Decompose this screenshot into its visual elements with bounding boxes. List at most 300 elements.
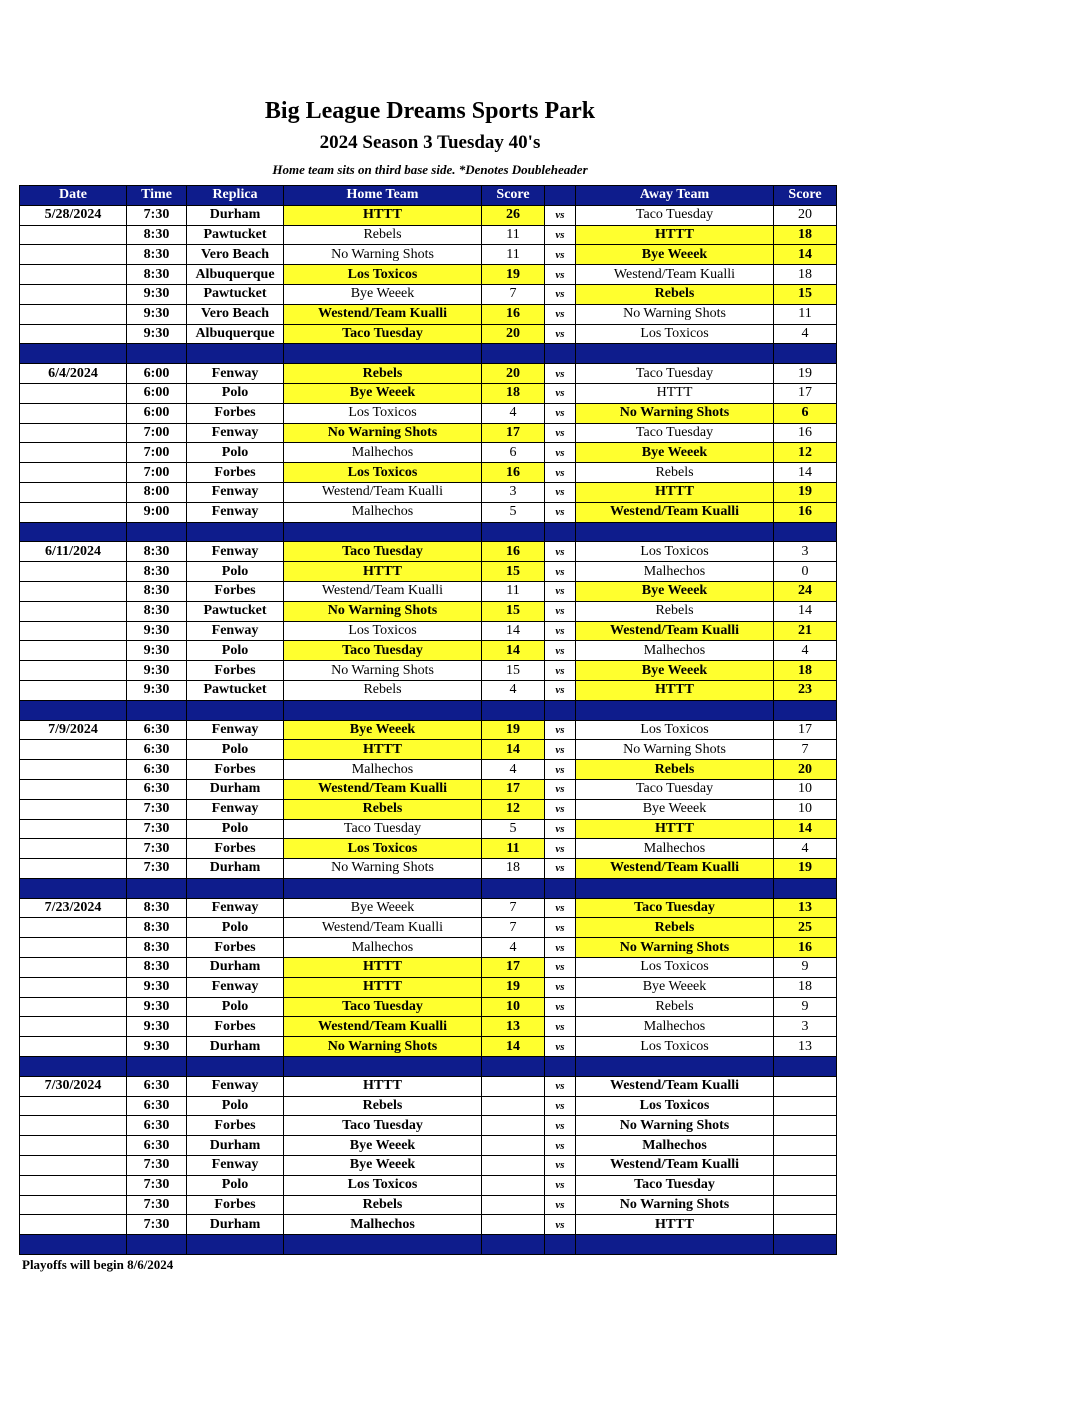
date-cell [20,245,127,265]
vs-cell: vs [545,245,576,265]
vs-cell: vs [545,423,576,443]
away-team-cell: Malhechos [576,641,774,661]
separator-cell [284,700,482,720]
vs-cell: vs [545,284,576,304]
time-cell: 8:30 [127,225,187,245]
home-team-cell: Westend/Team Kualli [284,1017,482,1037]
replica-cell: Fenway [187,977,284,997]
replica-cell: Pawtucket [187,284,284,304]
home-team-cell: No Warning Shots [284,423,482,443]
away-score-cell: 14 [774,819,837,839]
separator-cell [545,1235,576,1255]
away-team-cell: Westend/Team Kualli [576,621,774,641]
vs-cell: vs [545,205,576,225]
date-cell [20,1215,127,1235]
date-cell: 7/23/2024 [20,898,127,918]
table-row [20,958,837,978]
away-team-cell: HTTT [576,482,774,502]
table-row [20,779,837,799]
replica-cell: Polo [187,1175,284,1195]
date-cell [20,958,127,978]
vs-cell: vs [545,918,576,938]
table-row [20,1156,837,1176]
replica-cell: Durham [187,859,284,879]
replica-cell: Pawtucket [187,225,284,245]
home-score-cell [482,1096,545,1116]
time-cell: 6:30 [127,740,187,760]
home-team-cell: Rebels [284,364,482,384]
time-cell: 8:30 [127,918,187,938]
home-team-cell: HTTT [284,562,482,582]
replica-cell: Durham [187,205,284,225]
table-row [20,760,837,780]
away-score-cell [774,1156,837,1176]
away-team-cell: Taco Tuesday [576,779,774,799]
replica-cell: Fenway [187,898,284,918]
table-row [20,324,837,344]
time-cell: 7:00 [127,443,187,463]
away-score-cell: 11 [774,304,837,324]
table-row [20,423,837,443]
vs-cell: vs [545,760,576,780]
home-score-cell: 11 [482,839,545,859]
away-team-cell: Los Toxicos [576,958,774,978]
home-team-cell: Bye Weeek [284,898,482,918]
header-home-team: Home Team [284,186,482,206]
away-team-cell: Taco Tuesday [576,364,774,384]
home-score-cell: 14 [482,1037,545,1057]
home-team-cell: Los Toxicos [284,621,482,641]
replica-cell: Fenway [187,542,284,562]
separator-cell [774,522,837,542]
vs-cell: vs [545,225,576,245]
away-score-cell: 7 [774,740,837,760]
home-team-cell: Bye Weeek [284,1136,482,1156]
away-score-cell: 19 [774,482,837,502]
home-team-cell: Taco Tuesday [284,1116,482,1136]
home-score-cell: 17 [482,423,545,443]
home-score-cell: 7 [482,918,545,938]
separator-cell [20,522,127,542]
replica-cell: Fenway [187,482,284,502]
home-score-cell: 20 [482,324,545,344]
time-cell: 7:30 [127,799,187,819]
vs-cell: vs [545,482,576,502]
replica-cell: Polo [187,918,284,938]
away-score-cell [774,1076,837,1096]
away-score-cell: 17 [774,383,837,403]
home-score-cell: 16 [482,463,545,483]
home-team-cell: Bye Weeek [284,720,482,740]
time-cell: 9:00 [127,502,187,522]
away-team-cell: No Warning Shots [576,938,774,958]
home-score-cell [482,1156,545,1176]
separator-cell [127,1235,187,1255]
away-score-cell: 21 [774,621,837,641]
separator-cell [482,700,545,720]
home-score-cell: 11 [482,581,545,601]
vs-cell: vs [545,581,576,601]
time-cell: 8:30 [127,581,187,601]
header-away-team: Away Team [576,186,774,206]
away-score-cell [774,1136,837,1156]
separator-cell [284,344,482,364]
home-score-cell: 16 [482,304,545,324]
date-cell [20,819,127,839]
table-row [20,839,837,859]
time-cell: 9:30 [127,1037,187,1057]
away-score-cell: 4 [774,641,837,661]
away-score-cell [774,1195,837,1215]
vs-cell: vs [545,1116,576,1136]
date-cell [20,1136,127,1156]
away-team-cell: Rebels [576,918,774,938]
header-replica: Replica [187,186,284,206]
time-cell: 7:30 [127,859,187,879]
home-team-cell: Los Toxicos [284,403,482,423]
home-team-cell: Rebels [284,1096,482,1116]
separator-cell [576,344,774,364]
separator-cell [482,1235,545,1255]
separator-cell [482,344,545,364]
home-score-cell: 15 [482,601,545,621]
replica-cell: Pawtucket [187,680,284,700]
away-team-cell: Malhechos [576,839,774,859]
away-team-cell: No Warning Shots [576,1195,774,1215]
date-cell [20,423,127,443]
home-score-cell: 4 [482,403,545,423]
date-cell [20,284,127,304]
home-team-cell: No Warning Shots [284,245,482,265]
time-cell: 7:30 [127,205,187,225]
away-team-cell: HTTT [576,225,774,245]
date-cell [20,661,127,681]
separator-cell [187,1057,284,1077]
vs-cell: vs [545,1037,576,1057]
vs-cell: vs [545,641,576,661]
replica-cell: Forbes [187,403,284,423]
away-score-cell [774,1175,837,1195]
away-team-cell: Taco Tuesday [576,205,774,225]
week-separator [20,700,837,720]
date-cell [20,403,127,423]
separator-cell [482,1057,545,1077]
time-cell: 8:30 [127,245,187,265]
home-score-cell: 5 [482,502,545,522]
table-row [20,859,837,879]
table-row [20,502,837,522]
home-team-cell: Taco Tuesday [284,542,482,562]
home-team-cell: HTTT [284,1076,482,1096]
separator-cell [545,700,576,720]
home-score-cell: 15 [482,562,545,582]
date-cell [20,502,127,522]
time-cell: 6:00 [127,403,187,423]
time-cell: 8:30 [127,562,187,582]
away-score-cell: 14 [774,463,837,483]
time-cell: 8:30 [127,898,187,918]
time-cell: 9:30 [127,977,187,997]
away-score-cell: 16 [774,502,837,522]
time-cell: 6:30 [127,1076,187,1096]
home-team-cell: HTTT [284,205,482,225]
date-cell [20,839,127,859]
time-cell: 7:00 [127,423,187,443]
home-score-cell: 18 [482,383,545,403]
date-cell [20,779,127,799]
table-row [20,1175,837,1195]
vs-cell: vs [545,621,576,641]
vs-cell: vs [545,1156,576,1176]
away-team-cell: Taco Tuesday [576,423,774,443]
date-cell [20,463,127,483]
vs-cell: vs [545,799,576,819]
away-score-cell: 18 [774,225,837,245]
week-separator [20,522,837,542]
replica-cell: Durham [187,779,284,799]
home-score-cell: 4 [482,938,545,958]
away-team-cell: No Warning Shots [576,1116,774,1136]
home-score-cell: 10 [482,997,545,1017]
away-team-cell: Bye Weeek [576,245,774,265]
date-cell [20,680,127,700]
date-cell: 7/30/2024 [20,1076,127,1096]
home-team-cell: Bye Weeek [284,284,482,304]
vs-cell: vs [545,938,576,958]
replica-cell: Forbes [187,661,284,681]
table-row [20,1076,837,1096]
away-team-cell: HTTT [576,680,774,700]
table-row [20,918,837,938]
date-cell [20,324,127,344]
date-cell [20,740,127,760]
season-subtitle: 2024 Season 3 Tuesday 40's [319,132,541,153]
away-score-cell: 14 [774,601,837,621]
away-team-cell: Westend/Team Kualli [576,265,774,285]
home-score-cell: 4 [482,760,545,780]
away-team-cell: Bye Weeek [576,581,774,601]
replica-cell: Forbes [187,839,284,859]
header-home-score: Score [482,186,545,206]
away-score-cell: 18 [774,977,837,997]
vs-cell: vs [545,958,576,978]
away-score-cell: 4 [774,839,837,859]
time-cell: 9:30 [127,641,187,661]
home-score-cell: 4 [482,680,545,700]
schedule-table [19,185,837,1255]
vs-cell: vs [545,1096,576,1116]
separator-cell [127,700,187,720]
table-row [20,542,837,562]
table-row [20,621,837,641]
home-team-cell: No Warning Shots [284,601,482,621]
separator-cell [482,522,545,542]
date-cell [20,1017,127,1037]
table-row [20,205,837,225]
away-score-cell: 16 [774,938,837,958]
home-score-cell: 15 [482,661,545,681]
vs-cell: vs [545,324,576,344]
table-row [20,938,837,958]
table-row [20,1136,837,1156]
replica-cell: Polo [187,819,284,839]
home-score-cell: 14 [482,641,545,661]
replica-cell: Forbes [187,1017,284,1037]
away-team-cell: Los Toxicos [576,542,774,562]
table-row [20,898,837,918]
separator-cell [774,700,837,720]
table-row [20,720,837,740]
replica-cell: Forbes [187,581,284,601]
date-cell [20,383,127,403]
schedule-note: Home team sits on third base side. *Denotes Doubleheader [272,162,588,177]
header-time: Time [127,186,187,206]
separator-cell [284,1235,482,1255]
header-date: Date [20,186,127,206]
home-team-cell: No Warning Shots [284,859,482,879]
page-title: Big League Dreams Sports Park [264,98,596,124]
away-team-cell: Los Toxicos [576,324,774,344]
home-team-cell: No Warning Shots [284,661,482,681]
home-score-cell: 6 [482,443,545,463]
away-team-cell: Westend/Team Kualli [576,502,774,522]
table-row [20,463,837,483]
separator-cell [284,1057,482,1077]
away-score-cell: 0 [774,562,837,582]
away-score-cell: 3 [774,1017,837,1037]
date-cell [20,443,127,463]
separator-cell [774,344,837,364]
away-score-cell: 18 [774,265,837,285]
replica-cell: Durham [187,958,284,978]
away-team-cell: Taco Tuesday [576,898,774,918]
home-score-cell: 26 [482,205,545,225]
home-team-cell: Rebels [284,1195,482,1215]
home-score-cell [482,1215,545,1235]
week-separator [20,878,837,898]
away-score-cell: 17 [774,720,837,740]
table-row [20,304,837,324]
time-cell: 9:30 [127,304,187,324]
home-score-cell: 19 [482,265,545,285]
table-row [20,680,837,700]
away-score-cell: 12 [774,443,837,463]
date-cell [20,859,127,879]
date-cell [20,997,127,1017]
date-cell [20,1156,127,1176]
replica-cell: Polo [187,443,284,463]
time-cell: 9:30 [127,997,187,1017]
away-score-cell: 24 [774,581,837,601]
separator-cell [127,1057,187,1077]
table-row [20,443,837,463]
replica-cell: Durham [187,1215,284,1235]
time-cell: 6:00 [127,383,187,403]
home-score-cell: 19 [482,720,545,740]
replica-cell: Forbes [187,760,284,780]
replica-cell: Fenway [187,621,284,641]
time-cell: 7:00 [127,463,187,483]
home-team-cell: Malhechos [284,760,482,780]
home-team-cell: HTTT [284,740,482,760]
time-cell: 8:30 [127,265,187,285]
away-team-cell: No Warning Shots [576,304,774,324]
time-cell: 6:30 [127,1116,187,1136]
date-cell [20,977,127,997]
separator-cell [774,1057,837,1077]
home-score-cell: 13 [482,1017,545,1037]
table-row [20,1037,837,1057]
away-score-cell [774,1116,837,1136]
vs-cell: vs [545,1195,576,1215]
date-cell [20,1096,127,1116]
time-cell: 7:30 [127,1195,187,1215]
home-team-cell: Malhechos [284,1215,482,1235]
time-cell: 9:30 [127,284,187,304]
away-team-cell: Bye Weeek [576,799,774,819]
away-score-cell: 19 [774,364,837,384]
away-team-cell: Westend/Team Kualli [576,1156,774,1176]
time-cell: 9:30 [127,680,187,700]
schedule-body [20,205,837,1254]
table-row [20,661,837,681]
date-cell [20,918,127,938]
table-row [20,819,837,839]
home-team-cell: HTTT [284,958,482,978]
separator-cell [774,1235,837,1255]
date-cell [20,621,127,641]
vs-cell: vs [545,680,576,700]
replica-cell: Fenway [187,364,284,384]
home-team-cell: Malhechos [284,502,482,522]
away-team-cell: Malhechos [576,1017,774,1037]
date-cell [20,641,127,661]
table-row [20,225,837,245]
date-cell [20,760,127,780]
away-team-cell: Taco Tuesday [576,1175,774,1195]
replica-cell: Polo [187,1096,284,1116]
away-team-cell: Rebels [576,284,774,304]
home-team-cell: HTTT [284,977,482,997]
separator-cell [20,1235,127,1255]
vs-cell: vs [545,839,576,859]
separator-cell [482,878,545,898]
home-score-cell: 17 [482,779,545,799]
home-score-cell: 3 [482,482,545,502]
time-cell: 7:30 [127,1215,187,1235]
date-cell [20,1195,127,1215]
separator-cell [187,700,284,720]
time-cell: 8:30 [127,601,187,621]
home-team-cell: Taco Tuesday [284,997,482,1017]
time-cell: 9:30 [127,661,187,681]
home-team-cell: Westend/Team Kualli [284,918,482,938]
table-row [20,1195,837,1215]
date-cell [20,799,127,819]
table-row [20,977,837,997]
replica-cell: Pawtucket [187,601,284,621]
replica-cell: Fenway [187,423,284,443]
away-score-cell: 9 [774,958,837,978]
separator-cell [187,1235,284,1255]
table-row [20,482,837,502]
vs-cell: vs [545,1017,576,1037]
vs-cell: vs [545,740,576,760]
replica-cell: Albuquerque [187,265,284,285]
separator-cell [284,522,482,542]
away-score-cell: 25 [774,918,837,938]
replica-cell: Fenway [187,1156,284,1176]
